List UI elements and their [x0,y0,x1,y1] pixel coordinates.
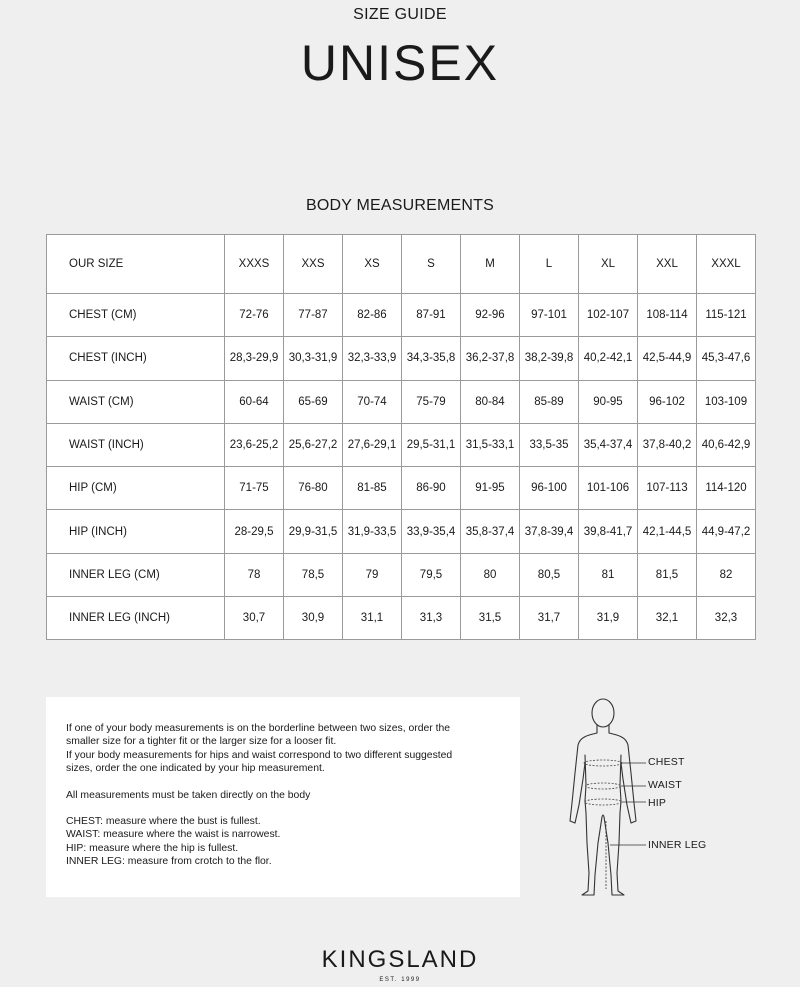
size-table [46,234,756,640]
table-row [47,510,756,553]
table-row [47,553,756,596]
measurement-value: 32,1 [638,597,697,640]
measurement-value: 31,9 [579,597,638,640]
measurement-value: 70-74 [343,380,402,423]
measurement-value: 39,8-41,7 [579,510,638,553]
measurement-label: INNER LEG (CM) [47,553,225,596]
measurement-value: 45,3-47,6 [697,337,756,380]
measurement-value: 30,9 [284,597,343,640]
measurement-value: 31,1 [343,597,402,640]
figure-label-inner-leg: INNER LEG [648,839,707,851]
measurement-value: 90-95 [579,380,638,423]
size-header: M [461,235,520,294]
measurement-value: 31,3 [402,597,461,640]
measurement-label: WAIST (CM) [47,380,225,423]
measurement-value: 27,6-29,1 [343,423,402,466]
notes-line: WAIST: measure where the waist is narrowest. [66,829,281,841]
measurement-value: 79 [343,553,402,596]
measurement-value: 32,3-33,9 [343,337,402,380]
measurement-value: 97-101 [520,294,579,337]
brand-logo: KINGSLAND [321,946,479,973]
size-guide-kicker: SIZE GUIDE [353,6,447,23]
measurement-value: 44,9-47,2 [697,510,756,553]
measurement-value: 76-80 [284,467,343,510]
figure-label-waist: WAIST [648,779,682,791]
table-row [47,467,756,510]
measurement-value: 87-91 [402,294,461,337]
size-header: XXXS [225,235,284,294]
body-figure [560,693,730,903]
measurement-value: 33,9-35,4 [402,510,461,553]
measurement-value: 80,5 [520,553,579,596]
measurement-value: 82-86 [343,294,402,337]
measurement-value: 114-120 [697,467,756,510]
measurement-value: 42,1-44,5 [638,510,697,553]
measurement-label: WAIST (INCH) [47,423,225,466]
measurement-label: CHEST (CM) [47,294,225,337]
table-row [47,294,756,337]
measurement-value: 60-64 [225,380,284,423]
measurement-value: 42,5-44,9 [638,337,697,380]
measurement-value: 78,5 [284,553,343,596]
measurement-value: 96-100 [520,467,579,510]
size-header: XXXL [697,235,756,294]
measurement-value: 80-84 [461,380,520,423]
measurement-value: 115-121 [697,294,756,337]
size-header: XXS [284,235,343,294]
measurement-value: 78 [225,553,284,596]
measurement-value: 91-95 [461,467,520,510]
figure-label-chest: CHEST [648,756,685,768]
page-title: UNISEX [300,35,500,91]
table-row [47,337,756,380]
measurement-value: 31,9-33,5 [343,510,402,553]
measurement-value: 31,5-33,1 [461,423,520,466]
size-header: XS [343,235,402,294]
notes-spacer [66,776,520,789]
measurement-value: 101-106 [579,467,638,510]
measurement-label: HIP (INCH) [47,510,225,553]
notes-line: HIP: measure where the hip is fullest. [66,842,239,854]
notes-line: If your body measurements for hips and waist correspond to two different suggested [66,749,453,761]
section-title: BODY MEASUREMENTS [305,197,495,214]
brand-established: EST. 1999 [379,977,421,983]
notes-line: All measurements must be taken directly on the body [66,789,311,801]
measurement-value: 96-102 [638,380,697,423]
measurement-value: 40,6-42,9 [697,423,756,466]
measurement-value: 82 [697,553,756,596]
size-header: XXL [638,235,697,294]
measurement-value: 40,2-42,1 [579,337,638,380]
measurement-value: 35,8-37,4 [461,510,520,553]
measurement-value: 86-90 [402,467,461,510]
size-header: S [402,235,461,294]
measurement-value: 36,2-37,8 [461,337,520,380]
measurement-value: 80 [461,553,520,596]
measurement-value: 37,8-39,4 [520,510,579,553]
measurement-value: 33,5-35 [520,423,579,466]
measurement-value: 34,3-35,8 [402,337,461,380]
measurement-value: 30,3-31,9 [284,337,343,380]
measurement-value: 71-75 [225,467,284,510]
measurement-value: 29,5-31,1 [402,423,461,466]
measurement-value: 103-109 [697,380,756,423]
notes-line: If one of your body measurements is on the borderline between two sizes, order the [66,723,451,734]
measurement-value: 75-79 [402,380,461,423]
figure-label-hip: HIP [648,797,667,809]
measurement-value: 25,6-27,2 [284,423,343,466]
table-corner-label: OUR SIZE [47,235,225,294]
measurement-label: INNER LEG (INCH) [47,597,225,640]
measurement-value: 35,4-37,4 [579,423,638,466]
measurement-value: 28-29,5 [225,510,284,553]
measurement-value: 108-114 [638,294,697,337]
measurement-value: 81-85 [343,467,402,510]
notes-spacer [66,802,520,815]
measurement-value: 77-87 [284,294,343,337]
measurement-value: 29,9-31,5 [284,510,343,553]
measurement-value: 85-89 [520,380,579,423]
measurement-value: 79,5 [402,553,461,596]
notes-line: CHEST: measure where the bust is fullest. [66,816,261,828]
table-row [47,423,756,466]
measurement-label: HIP (CM) [47,467,225,510]
notes-line: smaller size for a tighter fit or the larger size for a looser fit. [66,736,337,748]
measurement-value: 30,7 [225,597,284,640]
size-header: XL [579,235,638,294]
measurement-value: 107-113 [638,467,697,510]
measurement-value: 92-96 [461,294,520,337]
notes-line: sizes, order the one indicated by your hip measurement. [66,763,325,775]
measurement-value: 37,8-40,2 [638,423,697,466]
table-row [47,380,756,423]
measurement-value: 23,6-25,2 [225,423,284,466]
measurement-value: 72-76 [225,294,284,337]
table-header-row [47,235,756,294]
measurement-value: 81 [579,553,638,596]
measurement-value: 102-107 [579,294,638,337]
measurement-notes [46,697,520,897]
measurement-value: 81,5 [638,553,697,596]
measurement-value: 31,5 [461,597,520,640]
measurement-value: 28,3-29,9 [225,337,284,380]
measurement-value: 65-69 [284,380,343,423]
measurement-label: CHEST (INCH) [47,337,225,380]
measurement-value: 31,7 [520,597,579,640]
size-header: L [520,235,579,294]
table-row [47,597,756,640]
measurement-value: 32,3 [697,597,756,640]
measurement-value: 38,2-39,8 [520,337,579,380]
body-outline-icon [560,693,730,903]
notes-line: INNER LEG: measure from crotch to the flor. [66,856,272,868]
